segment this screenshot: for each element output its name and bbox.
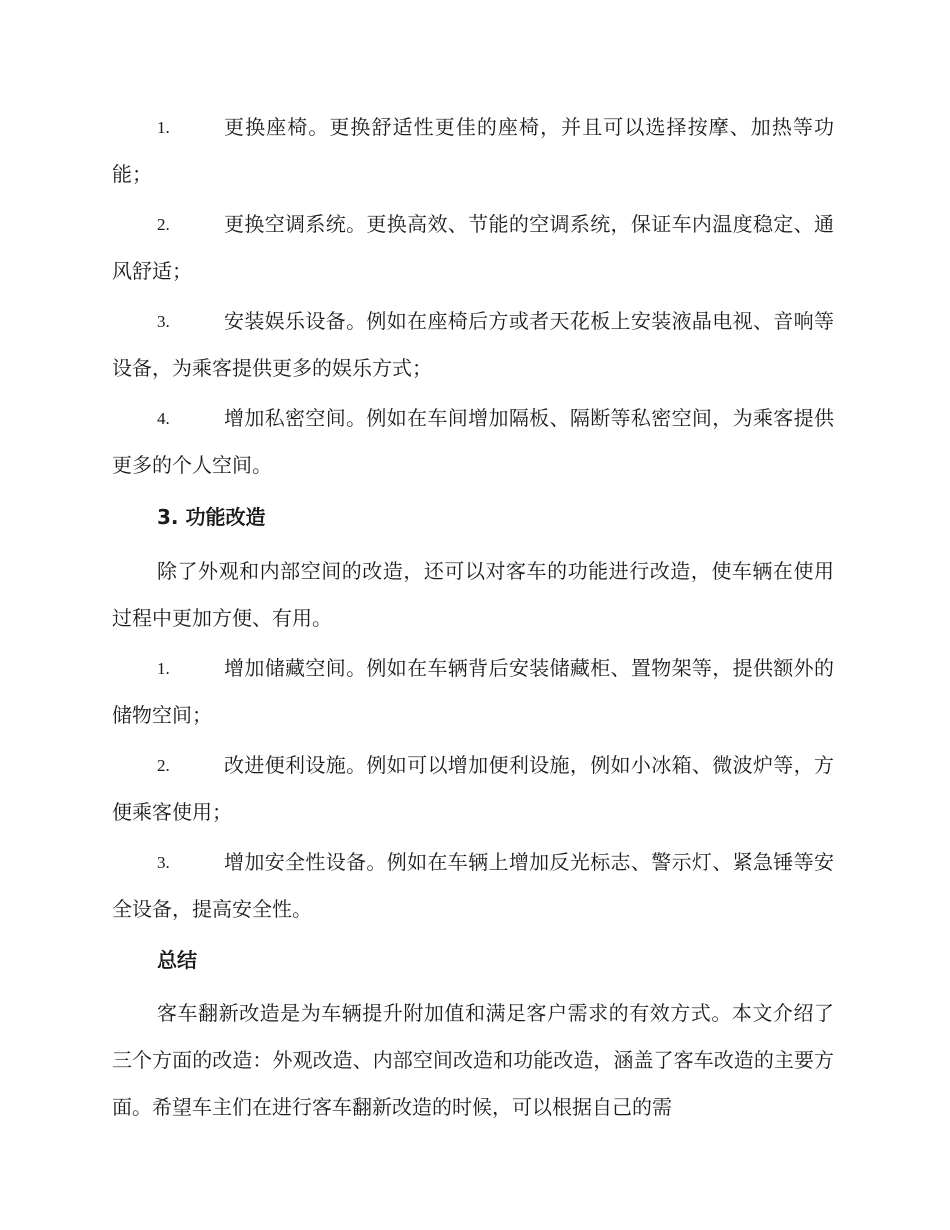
list-item-text: 更换空调系统。更换高效、节能的空调系统，保证车内温度稳定、通风舒适；	[112, 212, 834, 283]
list-number: 2.	[157, 756, 170, 775]
list-item-text: 更换座椅。更换舒适性更佳的座椅，并且可以选择按摩、加热等功能；	[112, 115, 834, 186]
list-item-text: 增加储藏空间。例如在车辆背后安装储藏柜、置物架等，提供额外的储物空间；	[112, 656, 834, 727]
section-heading: 3. 功能改造	[157, 505, 266, 529]
summary-heading: 总结	[157, 948, 197, 972]
summary-paragraph	[112, 990, 834, 1131]
paragraph-text: 除了外观和内部空间的改造，还可以对客车的功能进行改造，使车辆在使用过程中更加方便、有用。	[112, 559, 834, 630]
list-item-text: 改进便利设施。例如可以增加便利设施，例如小冰箱、微波炉等，方便乘客使用；	[112, 753, 834, 824]
list-number: 4.	[157, 409, 170, 428]
list-number: 3.	[157, 312, 170, 331]
paragraph-text: 客车翻新改造是为车辆提升附加值和满足客户需求的有效方式。本文介绍了三个方面的改造：外观改造、内部空间改造和功能改造，涵盖了客车改造的主要方面。希望车主们在进行客车翻新改造的时候，可以根据自己的需	[112, 1001, 834, 1119]
list-item-text: 增加私密空间。例如在车间增加隔板、隔断等私密空间，为乘客提供更多的个人空间。	[112, 406, 834, 477]
list-item	[112, 742, 834, 836]
list-number: 3.	[157, 853, 170, 872]
list-item	[112, 201, 834, 295]
list-item	[112, 839, 834, 933]
list-item-text: 安装娱乐设备。例如在座椅后方或者天花板上安装液晶电视、音响等设备，为乘客提供更多的娱乐方式；	[112, 309, 834, 380]
list-item	[112, 298, 834, 392]
list-number: 2.	[157, 215, 170, 234]
list-item-text: 增加安全性设备。例如在车辆上增加反光标志、警示灯、紧急锤等安全设备，提高安全性。	[112, 850, 834, 921]
list-number: 1.	[157, 659, 170, 678]
section-intro	[112, 548, 834, 642]
list-item	[112, 645, 834, 739]
list-item	[112, 104, 834, 198]
list-item	[112, 395, 834, 489]
list-number: 1.	[157, 118, 170, 137]
